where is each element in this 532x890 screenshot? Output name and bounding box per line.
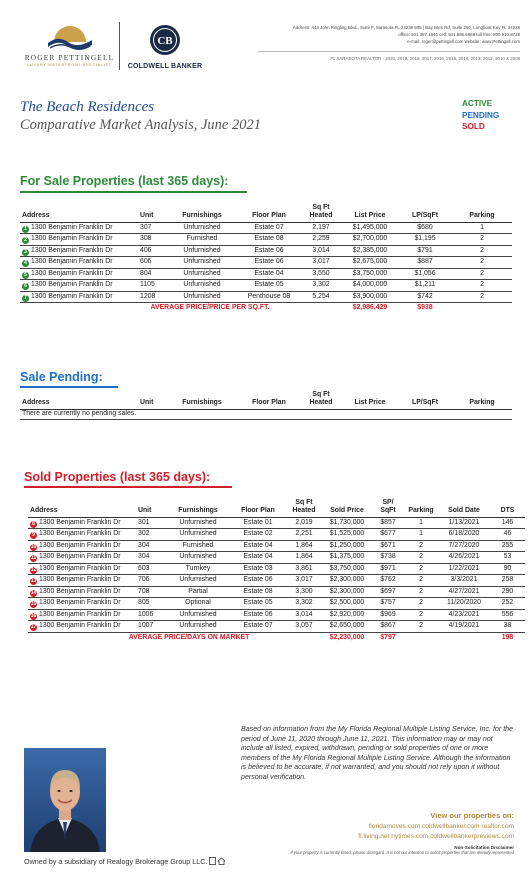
furnishings-cell: Turnkey (166, 563, 230, 575)
unit-cell: 302 (136, 529, 166, 541)
price-cell: $2,675,000 (342, 257, 398, 269)
listing-number-badge: 2 (22, 237, 29, 244)
listing-number-badge: 3 (22, 249, 29, 256)
unit-cell: 804 (138, 268, 166, 280)
parking-cell: 2 (404, 552, 438, 564)
mls-disclaimer: Based on information from the My Florida Regional Multiple Listing Service, Inc. for the period of June 11, 2020 through June 11, 2021. This information may or may not include all listed, expired, withdrawn, pending or sold properties of one or more members of the My Florida Regional Multiple Listing Service. Although the information is believed to be accurate, if not warranted, and you should not rely upon it without personal verification. (241, 725, 514, 781)
table-row (20, 280, 512, 292)
listing-number-badge: 1 (22, 226, 29, 233)
col-header: Parking (404, 499, 438, 517)
parking-cell: 2 (404, 563, 438, 575)
sqft-cell: 2,019 (286, 517, 322, 529)
unit-cell: 1007 (136, 621, 166, 633)
ppsf-cell: $677 (372, 529, 404, 541)
sqft-cell: 2,251 (286, 529, 322, 541)
furnishings-cell: Unfurnished (166, 257, 238, 269)
floor-plan-cell: Estate 06 (230, 575, 286, 587)
floor-plan-cell: Estate 06 (238, 257, 300, 269)
floor-plan-cell: Estate 02 (230, 529, 286, 541)
parking-cell: 2 (452, 234, 512, 246)
listing-number-badge: 15 (30, 601, 37, 608)
furnishings-cell: Unfurnished (166, 245, 238, 257)
furnishings-cell: Optional (166, 598, 230, 610)
unit-cell: 706 (136, 575, 166, 587)
listing-number-badge: 8 (30, 521, 37, 528)
unit-cell: 1105 (138, 280, 166, 292)
address-cell: 1300 Benjamin Franklin Dr (31, 246, 113, 254)
parking-cell: 2 (452, 291, 512, 303)
ppsf-cell: $887 (398, 257, 452, 269)
floor-plan-cell: Estate 04 (238, 268, 300, 280)
unit-cell: 301 (136, 517, 166, 529)
parking-cell: 1 (404, 529, 438, 541)
furnishings-cell: Unfurnished (166, 280, 238, 292)
furnishings-cell: Unfurnished (166, 291, 238, 303)
ppsf-cell: $1,211 (398, 280, 452, 292)
average-label: AVERAGE PRICE/PRICE PER SQ.FT. (150, 304, 270, 312)
parking-cell: 2 (404, 598, 438, 610)
sold-date-cell: 1/13/2021 (438, 517, 490, 529)
table-row (20, 245, 512, 257)
dts-cell: 90 (490, 563, 525, 575)
agent-photo (24, 748, 106, 852)
floor-plan-cell: Estate 05 (238, 280, 300, 292)
property-links-row-2[interactable]: fl.living.net nytimes.com coldwellbankerpreviews.com (358, 833, 514, 840)
table-row (28, 529, 525, 541)
sold-date-cell: 3/3/2021 (438, 575, 490, 587)
col-header: Furnishings (166, 391, 238, 409)
for-sale-underline (20, 191, 247, 193)
property-links-row-1[interactable]: floridamoves.com coldwellbanker.com realtor.com (368, 823, 514, 830)
ppsf-cell: $757 (372, 598, 404, 610)
coldwell-banker-name: COLDWELL BANKER (127, 63, 203, 70)
col-header: LP/SqFt (398, 204, 452, 222)
col-header: Furnishings (166, 499, 230, 517)
no-pending-message: There are currently no pending sales. (20, 409, 512, 420)
floor-plan-cell: Estate 04 (230, 540, 286, 552)
col-header: Furnishings (166, 204, 238, 222)
coldwell-banker-logo (124, 24, 206, 70)
table-row (28, 598, 525, 610)
listing-number-badge: 13 (30, 578, 37, 585)
col-header: Address (28, 499, 136, 517)
listing-number-badge: 4 (22, 260, 29, 267)
ppsf-cell: $671 (372, 540, 404, 552)
furnishings-cell: Furnished (166, 234, 238, 246)
unit-cell: 805 (136, 598, 166, 610)
status-legend (462, 98, 499, 133)
parking-cell: 2 (404, 609, 438, 621)
address-cell: 1300 Benjamin Franklin Dr (31, 223, 113, 231)
price-cell: $2,300,000 (322, 586, 372, 598)
address-cell: 1300 Benjamin Franklin Dr (31, 281, 113, 289)
listing-number-badge: 7 (22, 295, 29, 302)
table-row (28, 540, 525, 552)
sold-underline (24, 486, 232, 488)
address-cell: 1300 Benjamin Franklin Dr (39, 530, 121, 538)
table-row (28, 517, 525, 529)
dts-cell: 258 (490, 575, 525, 587)
price-cell: $1,495,000 (342, 222, 398, 234)
listing-number-badge: 9 (30, 532, 37, 539)
non-solicitation-title: Non-Solicitation Disclaimer (454, 845, 514, 850)
sold-date-cell: 6/18/2020 (438, 529, 490, 541)
furnishings-cell: Unfurnished (166, 268, 238, 280)
col-header: Floor Plan (230, 499, 286, 517)
table-row (20, 222, 512, 234)
sqft-cell: 3,014 (300, 245, 342, 257)
sqft-cell: 5,254 (300, 291, 342, 303)
ppsf-cell: $762 (372, 575, 404, 587)
table-row (28, 552, 525, 564)
parking-cell: 2 (452, 245, 512, 257)
unit-cell: 708 (136, 586, 166, 598)
table-row (20, 268, 512, 280)
price-cell: $2,700,000 (342, 234, 398, 246)
price-cell: $4,000,000 (342, 280, 398, 292)
ppsf-cell: $680 (398, 222, 452, 234)
furnishings-cell: Unfurnished (166, 222, 238, 234)
report-title: The Beach Residences (20, 99, 155, 115)
sold-date-cell: 1/22/2021 (438, 563, 490, 575)
sqft-cell: 1,864 (286, 552, 322, 564)
table-row (20, 291, 512, 303)
listing-number-badge: 12 (30, 566, 37, 573)
address-cell: 1300 Benjamin Franklin Dr (39, 622, 121, 630)
unit-cell: 406 (138, 245, 166, 257)
price-cell: $2,500,000 (322, 598, 372, 610)
pending-underline (20, 386, 118, 388)
address-cell: 1300 Benjamin Franklin Dr (39, 599, 121, 607)
listing-number-badge: 10 (30, 543, 37, 550)
col-header: DTS (490, 499, 525, 517)
view-properties-title: View our properties on: (430, 811, 514, 820)
price-cell: $1,525,000 (322, 529, 372, 541)
contact-email-web: e-mail: roger@pettingell.com website: www.Pettingell.com (407, 39, 520, 45)
roger-pettingell-tagline: LUXURY WATERFRONT SPECIALIST (27, 63, 112, 67)
col-header: Parking (452, 391, 512, 409)
col-header: Floor Plan (238, 204, 300, 222)
table-row (28, 609, 525, 621)
listing-number-badge: 6 (22, 283, 29, 290)
unit-cell: 603 (136, 563, 166, 575)
floor-plan-cell: Estate 08 (230, 586, 286, 598)
listing-number-badge: 16 (30, 612, 37, 619)
ppsf-cell: $697 (372, 586, 404, 598)
contact-block (230, 24, 520, 46)
floor-plan-cell: Estate 06 (238, 245, 300, 257)
average-price: $2,230,000 (329, 633, 365, 641)
floor-plan-cell: Estate 08 (238, 234, 300, 246)
address-cell: 1300 Benjamin Franklin Dr (31, 235, 113, 243)
address-cell: 1300 Benjamin Franklin Dr (39, 610, 121, 618)
sqft-cell: 3,550 (300, 268, 342, 280)
address-cell: 1300 Benjamin Franklin Dr (39, 553, 121, 561)
col-header: List Price (342, 204, 398, 222)
listing-number-badge: 5 (22, 272, 29, 279)
ppsf-cell: $971 (372, 563, 404, 575)
col-header: Sq Ft Heated (300, 391, 342, 409)
pending-title: Sale Pending: (20, 370, 103, 384)
col-header: Address (20, 391, 138, 409)
agent-portrait (24, 748, 106, 852)
average-price: $2,986,429 (352, 304, 388, 312)
unit-cell: 606 (138, 257, 166, 269)
dts-cell: 290 (490, 586, 525, 598)
sold-date-cell: 4/27/2021 (438, 586, 490, 598)
dts-cell: 255 (490, 540, 525, 552)
address-cell: 1300 Benjamin Franklin Dr (39, 564, 121, 572)
unit-cell: 304 (136, 540, 166, 552)
floor-plan-cell: Estate 06 (230, 609, 286, 621)
sqft-cell: 3,300 (286, 586, 322, 598)
contact-address: Address: 443 John Ringling Blvd., Suite F, Sarasota FL 34236 595 | Bay Isles Rd, Suite 250, Longboat Key FL 34228 (292, 25, 520, 30)
parking-cell: 2 (452, 257, 512, 269)
address-cell: 1300 Benjamin Franklin Dr (39, 541, 121, 549)
col-header: SP/ SqFt (372, 499, 404, 517)
col-header: Floor Plan (238, 391, 300, 409)
furnishings-cell: Unfurnished (166, 517, 230, 529)
ppsf-cell: $969 (372, 609, 404, 621)
report-subtitle: Comparative Market Analysis, June 2021 (20, 117, 261, 133)
parking-cell: 2 (404, 575, 438, 587)
unit-cell: 1208 (138, 291, 166, 303)
ppsf-cell: $867 (372, 621, 404, 633)
price-cell: $1,375,000 (322, 552, 372, 564)
logo-divider (119, 22, 120, 70)
listing-number-badge: 17 (30, 624, 37, 631)
dts-cell: 252 (490, 598, 525, 610)
furnishings-cell: Unfurnished (166, 621, 230, 633)
dts-cell: 53 (490, 552, 525, 564)
pending-table (20, 391, 512, 410)
address-cell: 1300 Benjamin Franklin Dr (39, 587, 121, 595)
average-label: AVERAGE PRICE/DAYS ON MARKET (128, 633, 250, 641)
sqft-cell: 3,017 (300, 257, 342, 269)
price-cell: $1,730,000 (322, 517, 372, 529)
price-cell: $3,750,000 (322, 563, 372, 575)
listing-number-badge: 14 (30, 589, 37, 596)
address-cell: 1300 Benjamin Franklin Dr (39, 518, 121, 526)
sqft-cell: 3,017 (286, 575, 322, 587)
page-header (0, 0, 532, 90)
floor-plan-cell: Estate 01 (230, 517, 286, 529)
dts-cell: 38 (490, 621, 525, 633)
average-ppsf: $797 (380, 633, 396, 641)
sold-title: Sold Properties (last 365 days): (24, 470, 211, 484)
table-row (28, 575, 525, 587)
sqft-cell: 3,014 (286, 609, 322, 621)
non-solicitation-text: If your property is currently listed, please disregard. It is not our intention to solicit properties that are already represented (290, 850, 514, 855)
unit-cell: 307 (138, 222, 166, 234)
sqft-cell: 2,197 (300, 222, 342, 234)
header-rule (258, 51, 520, 52)
roger-pettingell-name: ROGER PETTINGELL (24, 53, 115, 62)
furnishings-cell: Unfurnished (166, 552, 230, 564)
floor-plan-cell: Estate 04 (230, 552, 286, 564)
average-ppsf: $938 (417, 304, 433, 312)
address-cell: 1300 Benjamin Franklin Dr (31, 269, 113, 277)
furnishings-cell: Unfurnished (166, 609, 230, 621)
sold-date-cell: 7/27/2020 (438, 540, 490, 552)
sqft-cell: 3,302 (300, 280, 342, 292)
dts-cell: 46 (490, 529, 525, 541)
address-cell: 1300 Benjamin Franklin Dr (31, 292, 113, 300)
sqft-cell: 1,864 (286, 540, 322, 552)
sqft-cell: 3,057 (286, 621, 322, 633)
ppsf-cell: $857 (372, 517, 404, 529)
table-row (20, 234, 512, 246)
average-row (20, 303, 512, 314)
price-cell: $2,385,000 (342, 245, 398, 257)
col-header: Address (20, 204, 138, 222)
sqft-cell: 3,302 (286, 598, 322, 610)
floor-plan-cell: Estate 05 (230, 598, 286, 610)
floor-plan-cell: Estate 03 (230, 563, 286, 575)
sold-date-cell: 4/19/2021 (438, 621, 490, 633)
ownership-notice (24, 857, 225, 866)
contact-phones: office: 941.387.1840 cell: 941.586.6668 toll free: 800.910.8728 (398, 32, 520, 38)
price-cell: $3,750,000 (342, 268, 398, 280)
legend-active: ACTIVE (462, 99, 493, 108)
parking-cell: 2 (404, 586, 438, 598)
col-header: LP/SqFt (398, 391, 452, 409)
sold-table (28, 499, 525, 643)
furnishings-cell: Unfurnished (166, 529, 230, 541)
col-header: Unit (136, 499, 166, 517)
col-header: Unit (138, 391, 166, 409)
sold-date-cell: 11/20/2020 (438, 598, 490, 610)
address-cell: 1300 Benjamin Franklin Dr (31, 258, 113, 266)
address-cell: 1300 Benjamin Franklin Dr (39, 576, 121, 584)
equal-housing-icon (209, 857, 225, 865)
average-row (28, 632, 525, 643)
col-header: List Price (342, 391, 398, 409)
col-header: Sold Price (322, 499, 372, 517)
price-cell: $3,900,000 (342, 291, 398, 303)
parking-cell: 1 (404, 517, 438, 529)
sunset-waves-icon (46, 22, 94, 52)
ppsf-cell: $742 (398, 291, 452, 303)
col-header: Sold Date (438, 499, 490, 517)
unit-cell: 1006 (136, 609, 166, 621)
col-header: Sq Ft Heated (286, 499, 322, 517)
table-row (28, 586, 525, 598)
col-header: Sq Ft Heated (300, 204, 342, 222)
unit-cell: 304 (136, 552, 166, 564)
parking-cell: 2 (452, 280, 512, 292)
sold-date-cell: 4/26/2021 (438, 552, 490, 564)
floor-plan-cell: Penthouse 08 (238, 291, 300, 303)
price-cell: $2,300,000 (322, 575, 372, 587)
ownership-text: Owned by a subsidiary of Realogy Brokerage Group LLC. (24, 857, 208, 866)
svg-text:CB: CB (157, 35, 173, 47)
price-cell: $2,920,000 (322, 609, 372, 621)
for-sale-title: For Sale Properties (last 365 days): (20, 174, 229, 188)
ppsf-cell: $791 (398, 245, 452, 257)
parking-cell: 2 (404, 540, 438, 552)
furnishings-cell: Furnished (166, 540, 230, 552)
ppsf-cell: $738 (372, 552, 404, 564)
ppsf-cell: $1,195 (398, 234, 452, 246)
view-properties-block (284, 811, 514, 856)
table-row (28, 563, 525, 575)
parking-cell: 1 (452, 222, 512, 234)
col-header: Unit (138, 204, 166, 222)
sold-date-cell: 4/23/2021 (438, 609, 490, 621)
furnishings-cell: Partial (166, 586, 230, 598)
legend-sold: SOLD (462, 122, 485, 131)
ppsf-cell: $1,056 (398, 268, 452, 280)
floor-plan-cell: Estate 07 (230, 621, 286, 633)
legend-pending: PENDING (462, 110, 500, 120)
dts-cell: 146 (490, 517, 525, 529)
furnishings-cell: Unfurnished (166, 575, 230, 587)
for-sale-table (20, 204, 512, 314)
dts-cell: 556 (490, 609, 525, 621)
sqft-cell: 3,861 (286, 563, 322, 575)
listing-number-badge: 11 (30, 555, 37, 562)
price-cell: $1,250,000 (322, 540, 372, 552)
unit-cell: 308 (138, 234, 166, 246)
average-dts: 198 (501, 633, 514, 641)
parking-cell: 2 (404, 621, 438, 633)
parking-cell: 2 (452, 268, 512, 280)
sqft-cell: 2,259 (300, 234, 342, 246)
table-row (20, 257, 512, 269)
col-header: Parking (452, 204, 512, 222)
roger-pettingell-logo (22, 22, 117, 67)
table-row (28, 621, 525, 633)
coldwell-banker-seal-icon (149, 24, 181, 56)
price-cell: $2,650,000 (322, 621, 372, 633)
floor-plan-cell: Estate 07 (238, 222, 300, 234)
awards-line: #1 SARASOTA REALTOR - 2020, 2019, 2018, 2017, 2016, 2015, 2014, 2013, 2012, 2010 & 2008 (330, 56, 520, 61)
